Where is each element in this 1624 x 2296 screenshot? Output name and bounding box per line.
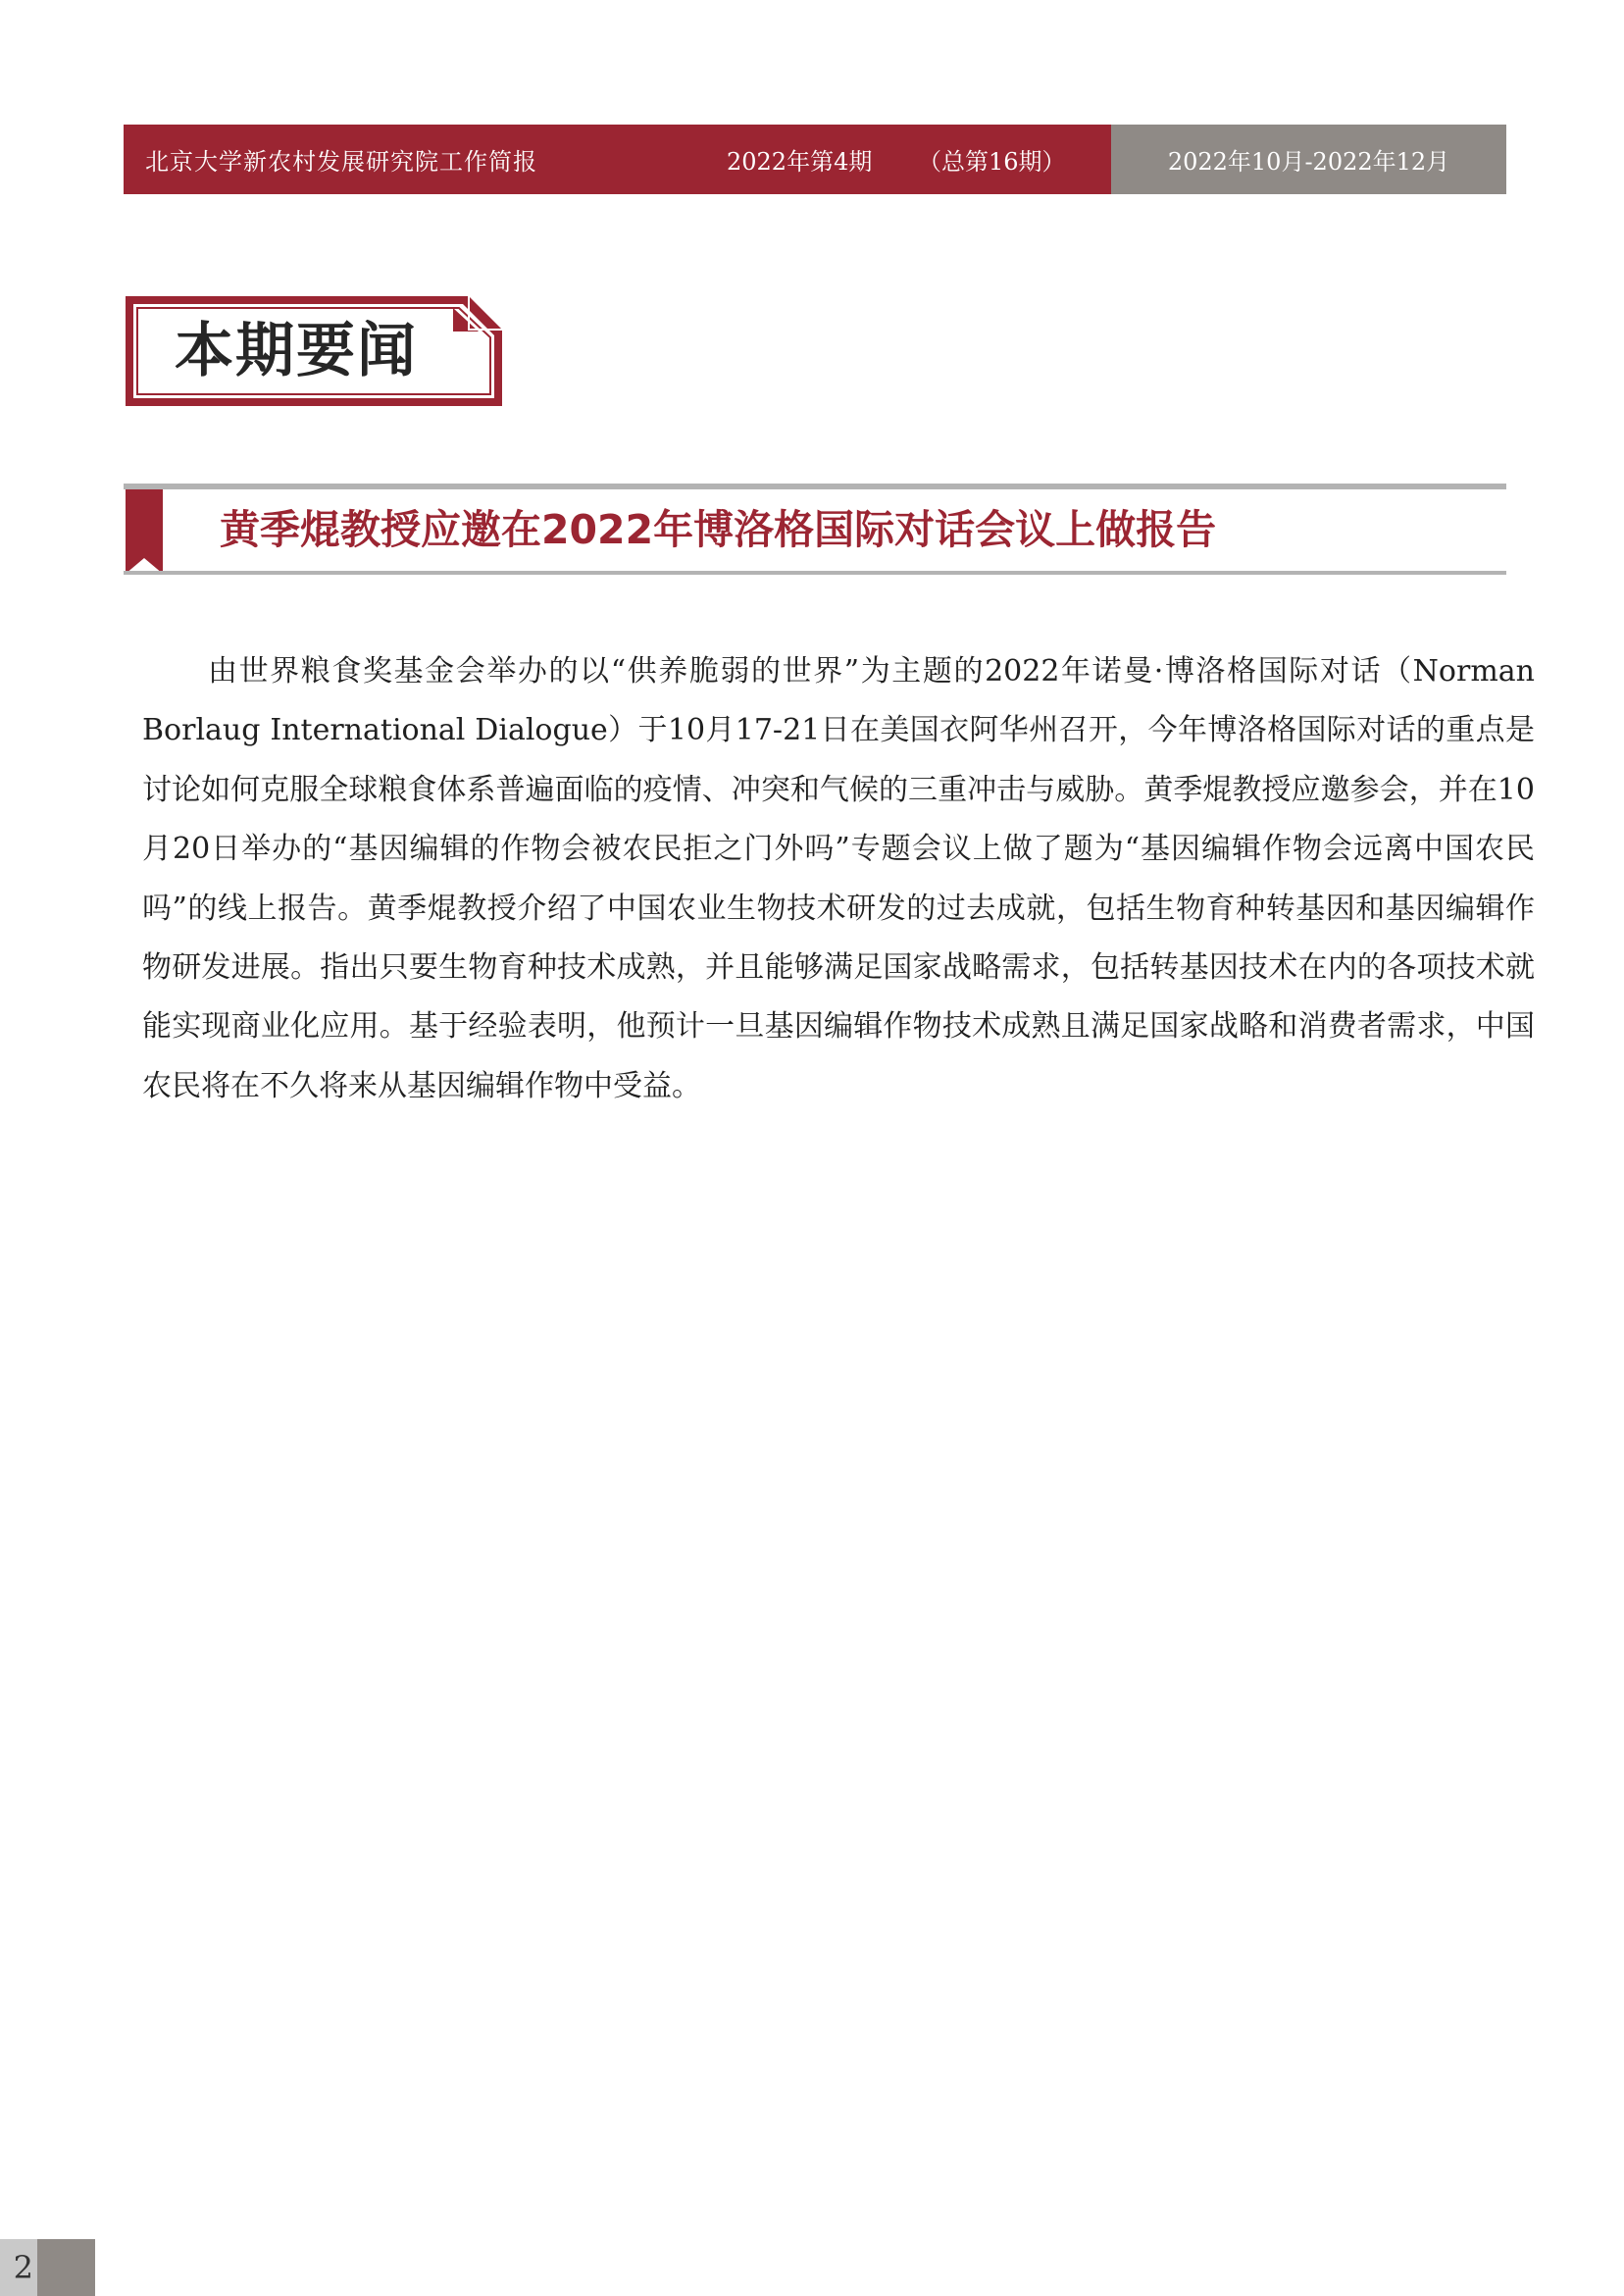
page-header: [124, 125, 1506, 194]
article-body: 由世界粮食奖基金会举办的以“供养脆弱的世界”为主题的2022年诺曼·博洛格国际对话（Norman Borlaug International Dialogue）于10月17-21日在美国衣阿华州召开，今年博洛格国际对话的重点是讨论如何克服全球粮食体系普遍面临的疫情、冲突和气候的三重冲击与威胁。黄季焜教授应邀参会，并在10月20日举办的“基因编辑的作物会被农民拒之门外吗”专题会议上做了题为“基因编辑作物会远离中国农民吗”的线上报告。黄季焜教授介绍了中国农业生物技术研发的过去成就，包括生物育种转基因和基因编辑作物研发进展。指出只要生物育种技术成熟，并且能够满足国家战略需求，包括转基因技术在内的各项技术就能实现商业化应用。基于经验表明，他预计一旦基因编辑作物技术成熟且满足国家战略和消费者需求，中国农民将在不久将来从基因编辑作物中受益。: [142, 654, 1535, 1103]
section-badge: [124, 294, 504, 408]
section-label: 本期要闻: [175, 317, 418, 385]
article-heading: [124, 484, 1506, 582]
publication-title: 北京大学新农村发展研究院工作简报: [145, 148, 537, 176]
total-issue-number: （总第16期）: [918, 148, 1066, 176]
issue-number: 2022年第4期: [727, 148, 873, 176]
article-title: 黄季焜教授应邀在2022年博洛格国际对话会议上做报告: [220, 506, 1217, 553]
page-number: 2: [13, 2249, 33, 2286]
header-primary-band: [124, 125, 1111, 194]
bookmark-ribbon-icon: [126, 489, 165, 576]
page-number-tab: [0, 2239, 95, 2296]
heading-bottom-rule: [124, 571, 1506, 575]
heading-top-rule: [124, 484, 1506, 489]
date-range: 2022年10月-2022年12月: [1167, 148, 1450, 176]
header-secondary-band: [1111, 125, 1506, 194]
page-number-strip: [0, 2239, 37, 2296]
page-number-accent: [37, 2239, 95, 2296]
